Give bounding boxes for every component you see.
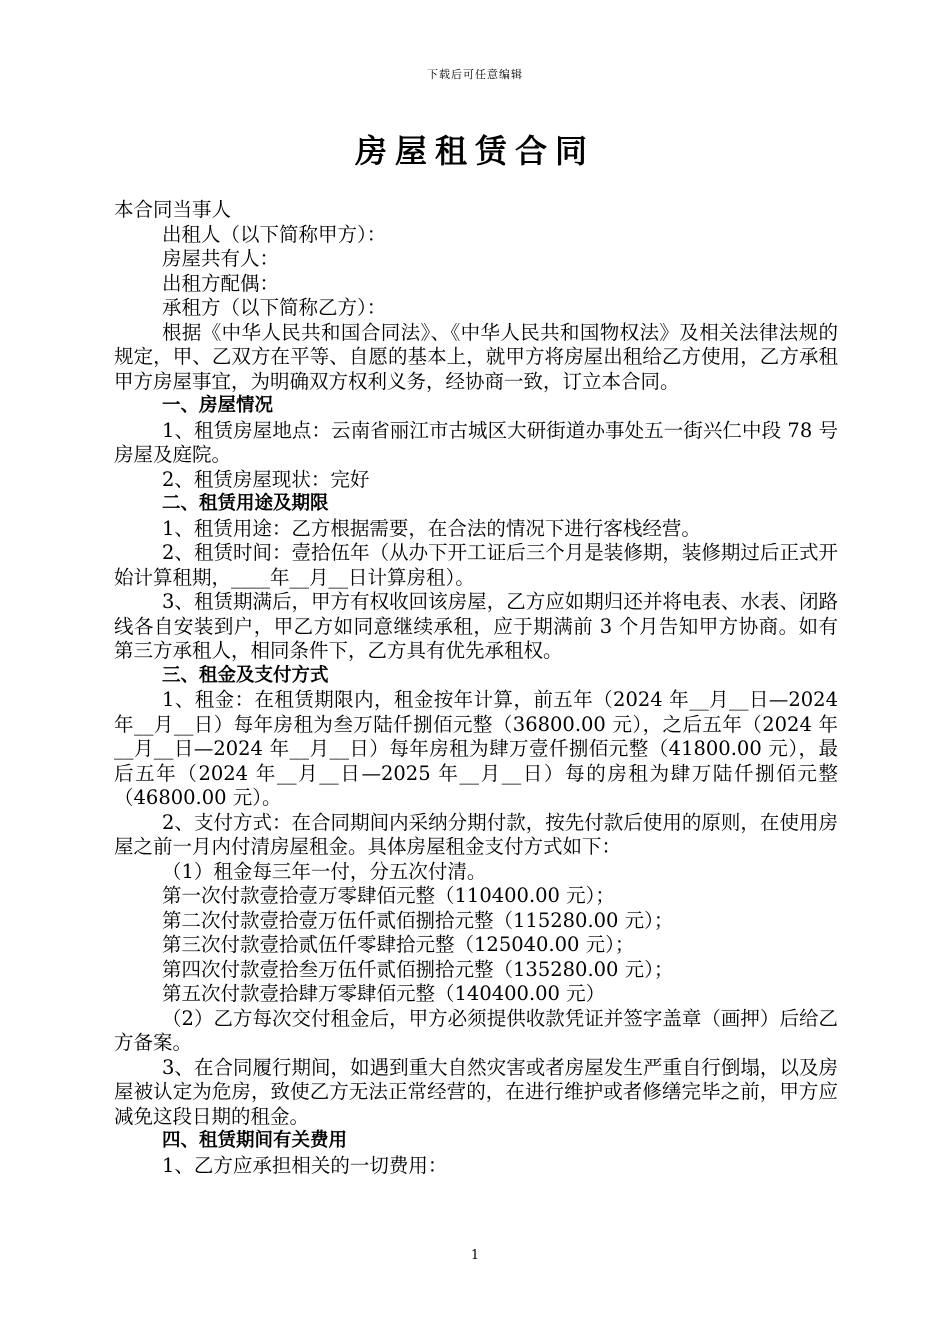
paragraph: 1、乙方应承担相关的一切费用： bbox=[162, 1153, 448, 1177]
paragraph: 2、租赁房屋现状：完好 bbox=[162, 467, 370, 491]
paragraph: 3、在合同履行期间，如遇到重大自然灾害或者房屋发生严重自行倒塌，以及房屋被认定为危房，致使乙方无法正常经营的，在进行维护或者修缮完毕之前，甲方应减免这段日期的租金。 bbox=[114, 1055, 838, 1128]
section-heading: 三、租金及支付方式 bbox=[162, 664, 329, 686]
paragraph: 2、租赁时间：壹拾伍年（从办下开工证后三个月是装修期，装修期过后正式开始计算租期，____年__月__日计算房租）。 bbox=[114, 541, 838, 589]
page-header: 下载后可任意编辑 bbox=[427, 68, 523, 81]
paragraph: （2）乙方每次交付租金后，甲方必须提供收款凭证并签字盖章（画押）后给乙方备案。 bbox=[114, 1006, 838, 1054]
paragraph: 本合同当事人 bbox=[114, 198, 232, 221]
paragraph: 1、租金：在租赁期限内，租金按年计算，前五年（2024 年__月__日—2024 年__月__日）每年房租为叁万陆仟捌佰元整（36800.00 元），之后五年（2024 年__月__日—2024 年__月__日）每年房租为肆万壹仟捌佰元整（41800.00 元），最后五年（2024 年__月__日—2025 年__月__日）每的房租为肆万陆仟捌佰元整（46800.00 元）。 bbox=[114, 688, 838, 809]
document-title: 房屋租赁合同 bbox=[354, 132, 595, 170]
paragraph: 第四次付款壹拾叁万伍仟贰佰捌拾元整（135280.00 元）； bbox=[162, 957, 674, 981]
paragraph: 1、租赁房屋地点：云南省丽江市古城区大研街道办事处五一街兴仁中段 78 号房屋及庭院。 bbox=[114, 418, 838, 466]
section-heading: 一、房屋情况 bbox=[162, 395, 274, 416]
paragraph: 第五次付款壹拾肆万零肆佰元整（140400.00 元） bbox=[162, 982, 606, 1005]
document-body bbox=[114, 198, 838, 1178]
page-number: 1 bbox=[470, 1248, 480, 1263]
paragraph: 第一次付款壹拾壹万零肆佰元整（110400.00 元）； bbox=[162, 884, 615, 907]
paragraph: 第二次付款壹拾壹万伍仟贰佰捌拾元整（115280.00 元）； bbox=[162, 908, 674, 932]
paragraph: 2、支付方式：在合同期间内采纳分期付款，按先付款后使用的原则，在使用房屋之前一月内付清房屋租金。具体房屋租金支付方式如下： bbox=[114, 810, 838, 858]
paragraph: 根据《中华人民共和国合同法》、《中华人民共和国物权法》及相关法律法规的规定，甲、乙双方在平等、自愿的基本上，就甲方将房屋出租给乙方使用，乙方承租甲方房屋事宜，为明确双方权利义务，经协商一致，订立本合同。 bbox=[114, 320, 838, 393]
paragraph: 出租方配偶： bbox=[162, 271, 280, 295]
section-heading: 二、租赁用途及期限 bbox=[162, 493, 329, 514]
paragraph: （1）租金每三年一付，分五次付清。 bbox=[162, 859, 487, 883]
paragraph: 房屋共有人： bbox=[162, 247, 280, 270]
section-heading: 四、租赁期间有关费用 bbox=[162, 1130, 348, 1151]
paragraph: 承租方（以下简称乙方）： bbox=[162, 296, 387, 319]
paragraph: 3、租赁期满后，甲方有权收回该房屋，乙方应如期归还并将电表、水表、闭路线各自安装到户，甲乙方如同意继续承租，应于期满前 3 个月告知甲方协商。如有第三方承租人，相同条件下，乙方具有优先承租权。 bbox=[114, 590, 838, 662]
paragraph: 出租人（以下简称甲方）： bbox=[162, 222, 387, 246]
paragraph: 第三次付款壹拾贰伍仟零肆拾元整（125040.00 元）； bbox=[162, 933, 635, 956]
paragraph: 1、租赁用途：乙方根据需要，在合法的情况下进行客栈经营。 bbox=[162, 516, 701, 540]
